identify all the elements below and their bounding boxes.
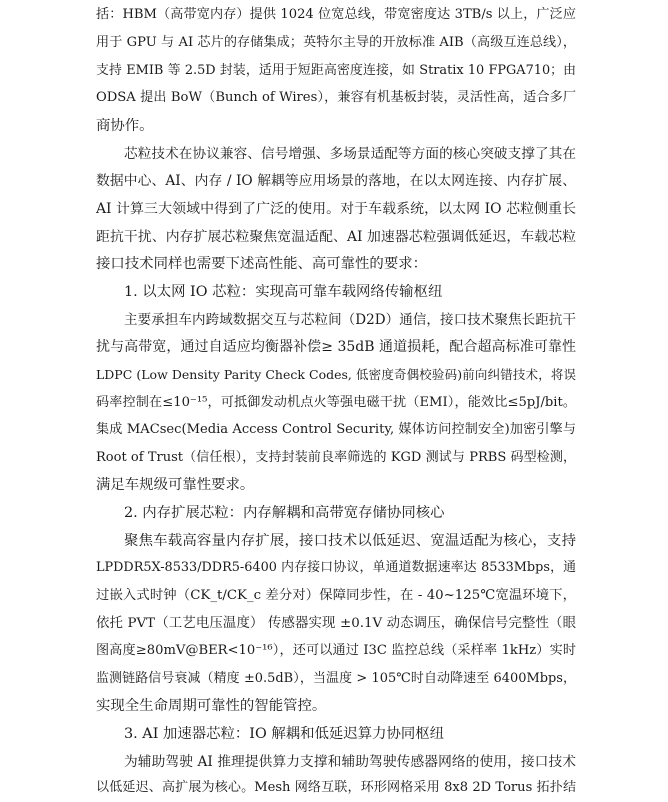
section-heading: 1. 以太网 IO 芯粒：实现高可靠车载网络传输枢纽 (124, 284, 443, 300)
text-line: 用于 GPU 与 AI 芯片的存储集成；英特尔主导的开放标准 AIB（高级互连总线）， (96, 35, 576, 50)
section-heading: 3. AI 加速器芯粒：IO 解耦和低延迟算力协同枢纽 (124, 726, 445, 742)
text-line: 距抗干扰、内存扩展芯粒聚焦宽温适配、AI 加速器芯粒强调低延迟，车载芯粒 (96, 229, 576, 245)
text-line: LPDDR5X-8533/DDR5-6400 内存接口协议，单通道数据速率达 8533Mbps，通 (96, 560, 576, 575)
text-line: 商协作。 (96, 118, 154, 134)
text-line: 过嵌入式时钟（CK_t/CK_c 差分对）保障同步性，在 - 40~125℃宽温环境下， (96, 588, 576, 603)
text-line: 支持 EMIB 等 2.5D 封装，适用于短距高密度连接，如 Stratix 10 FPGA710；由 (96, 63, 576, 78)
text-line: 数据中心、AI、内存 / IO 解耦等应用场景的落地，在以太网连接、内存扩展、 (96, 173, 576, 189)
text-line: 依托 PVT（工艺电压温度） 传感器实现 ±0.1V 动态调压，确保信号完整性（眼 (96, 616, 576, 631)
paragraph-first-line: 芯粒技术在协议兼容、信号增强、多场景适配等方面的核心突破支撑了其在 (124, 146, 576, 162)
section-heading: 2. 内存扩展芯粒：内存解耦和高带宽存储协同核心 (124, 505, 445, 521)
text-line: 括：HBM（高带宽内存）提供 1024 位宽总线，带宽密度达 3TB/s 以上，广泛应 (96, 7, 576, 22)
text-line: LDPC (Low Density Parity Check Codes, 低密度奇偶校验码)前向纠错技术，将误 (96, 367, 576, 382)
text-line: 满足车规级可靠性要求。 (96, 477, 255, 493)
text-line: 扰与高带宽，通过自适应均衡器补偿≥ 35dB 通道损耗，配合超高标准可靠性 (96, 339, 576, 355)
paragraph-first-line: 主要承担车内跨域数据交互与芯粒间（D2D）通信，接口技术聚焦长距抗干 (124, 312, 576, 328)
text-line: 码率控制在≤10⁻¹⁵，可抵御发动机点火等强电磁干扰（EMI），能效比≤5pJ/bit。 (96, 395, 576, 410)
text-line: 接口技术同样也需要下述高性能、高可靠性的要求： (96, 256, 427, 272)
paragraph-first-line: 为辅助驾驶 AI 推理提供算力支撑和辅助驾驶传感器网络的使用，接口技术 (124, 754, 576, 770)
text-line: 集成 MACsec(Media Access Control Security, 媒体访问控制安全)加密引擎与 (96, 422, 576, 437)
text-line: 以低延迟、高扩展为核心。Mesh 网络互联，环形网格采用 8x8 2D Torus 拓扑结 (96, 780, 576, 795)
paragraph-first-line: 聚焦车载高容量内存扩展，接口技术以低延迟、宽温适配为核心，支持 (124, 533, 576, 549)
text-line: Root of Trust（信任根），支持封装前良率筛选的 KGD 测试与 PRBS 码型检测， (96, 450, 576, 465)
text-line: 实现全生命周期可靠性的智能管控。 (96, 698, 327, 714)
text-line: AI 计算三大领域中得到了广泛的使用。对于车载系统，以太网 IO 芯粒侧重长 (96, 201, 576, 217)
text-line: 监测链路信号衰减（精度 ±0.5dB），当温度 > 105℃时自动降速至 6400Mbps， (96, 671, 576, 686)
text-line: ODSA 提出 BoW（Bunch of Wires），兼容有机基板封装，灵活性高，适合多厂 (96, 90, 576, 105)
text-line: 图高度≥80mV@BER<10⁻¹⁶），还可以通过 I3C 监控总线（采样率 1kHz）实时 (96, 643, 576, 658)
